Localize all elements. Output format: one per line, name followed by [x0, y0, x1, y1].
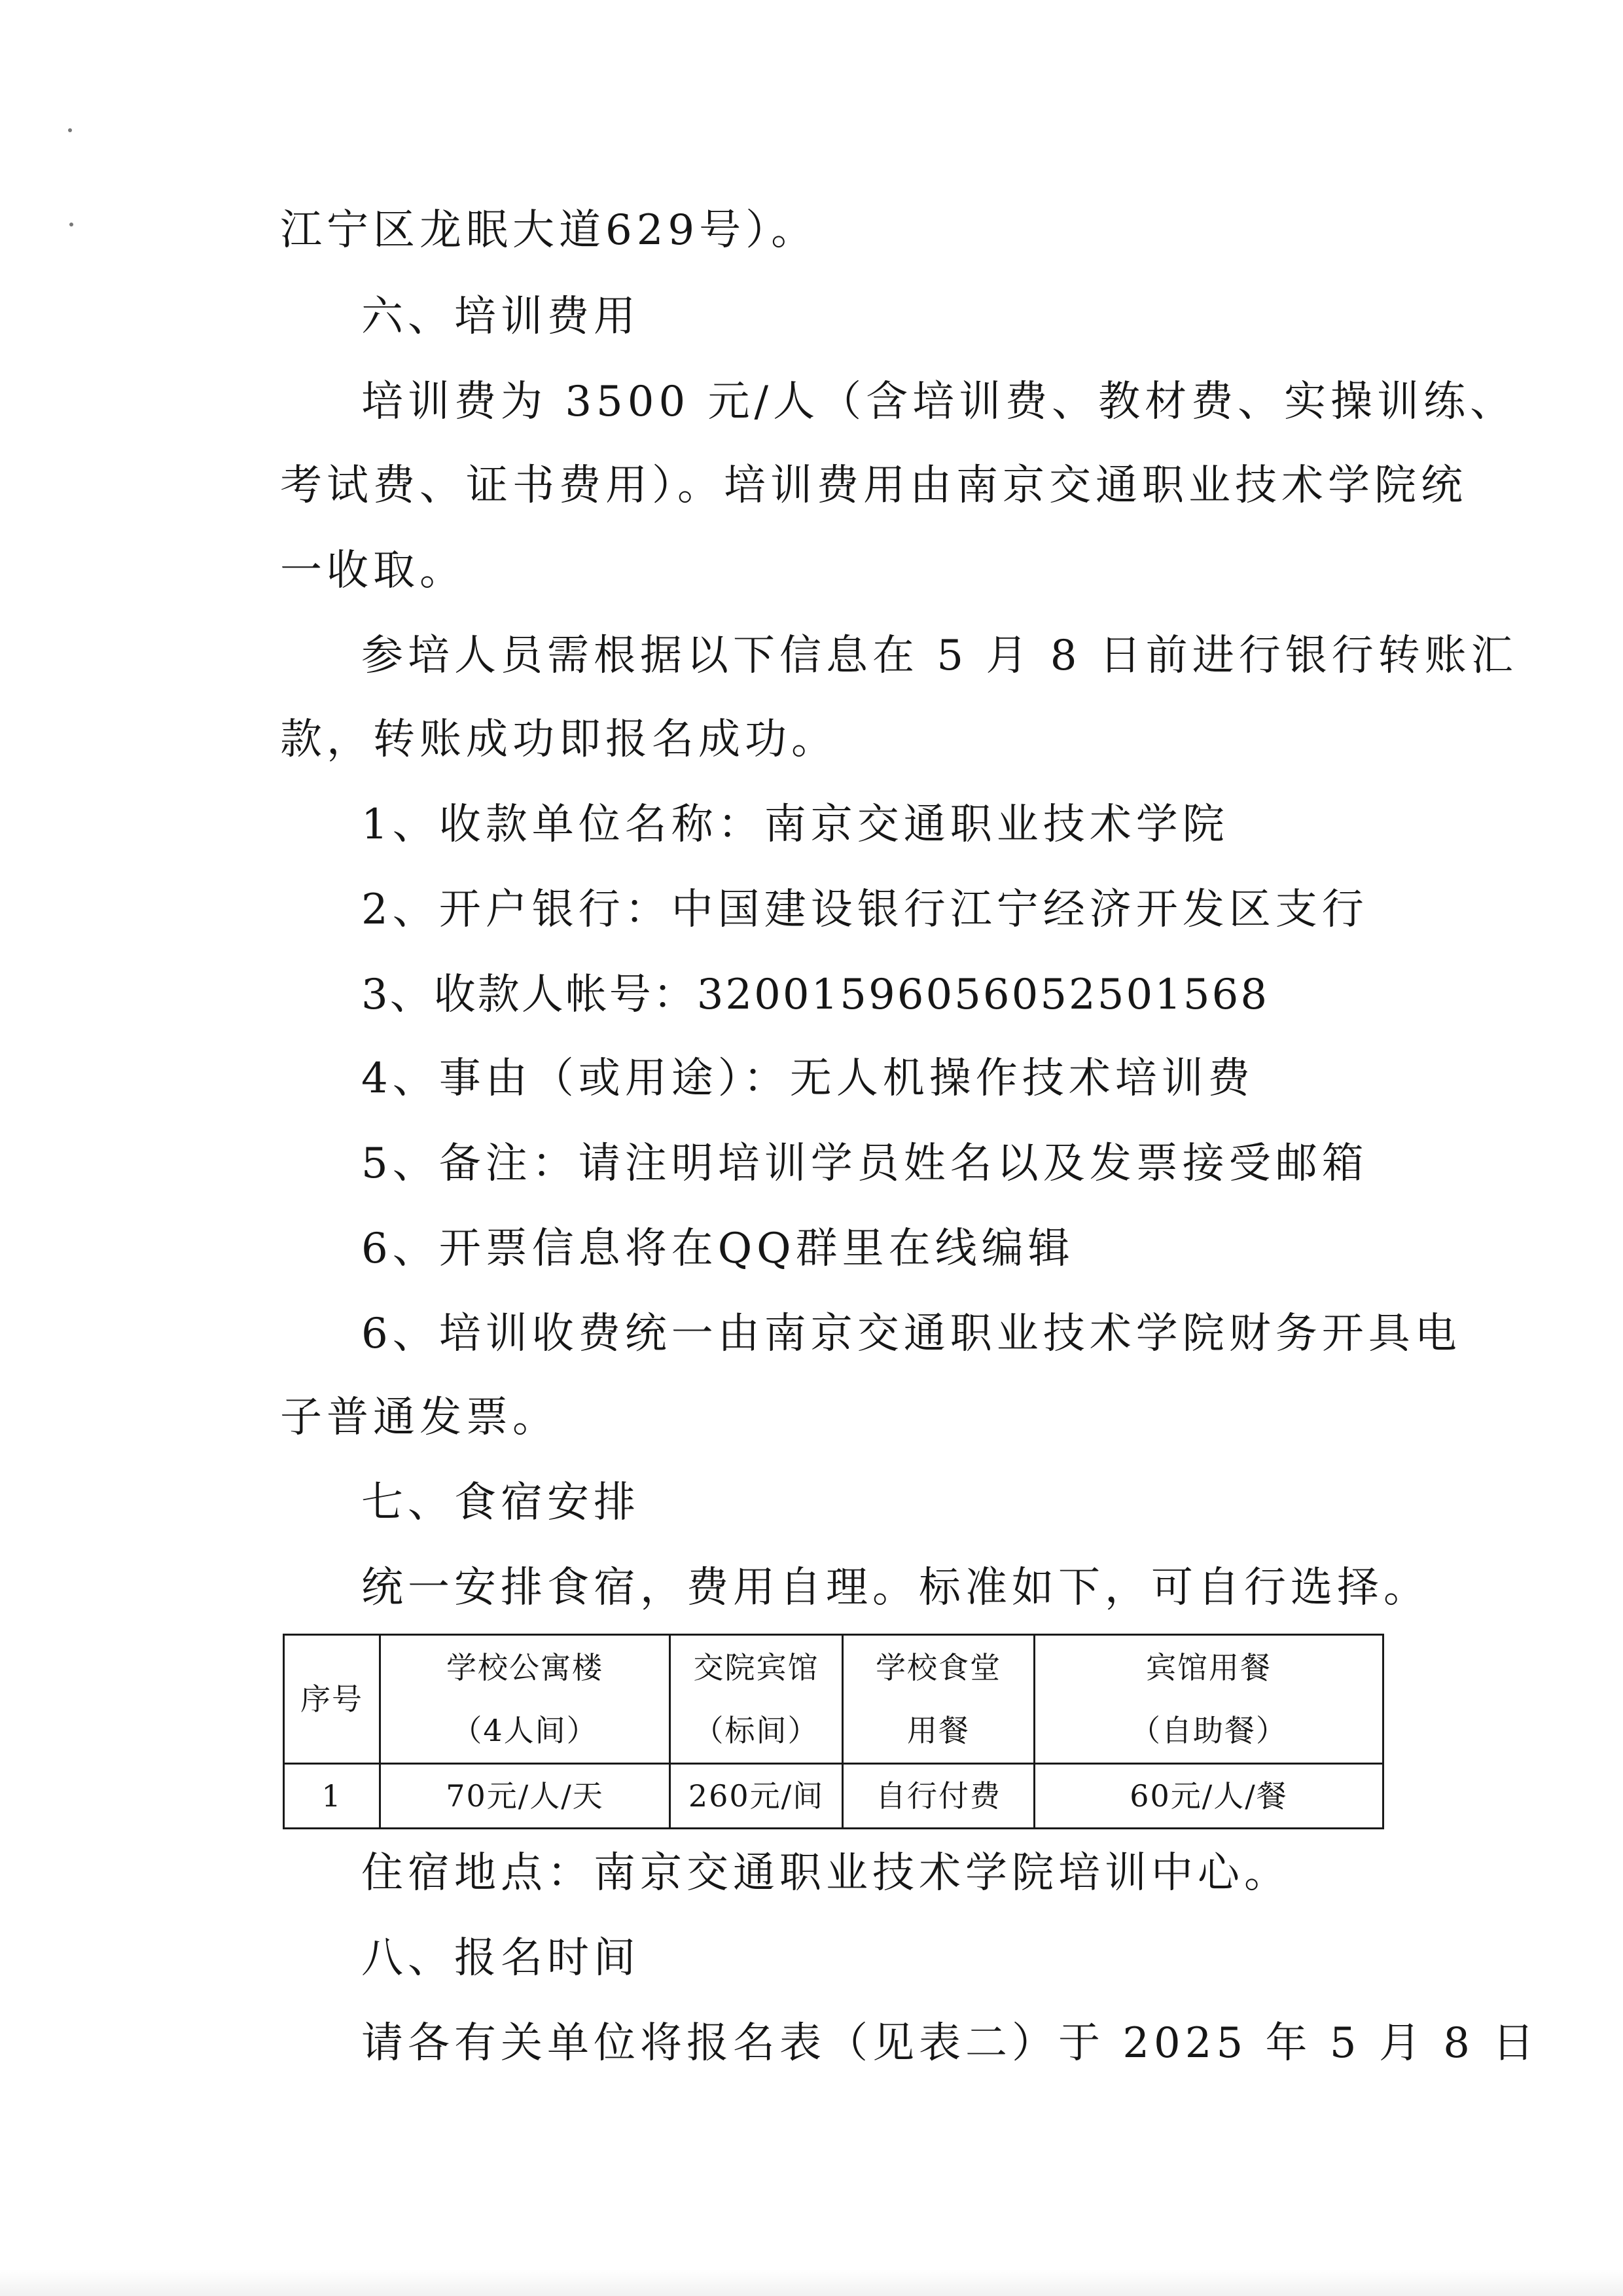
cell-canteen-price: 自行付费 — [843, 1764, 1035, 1829]
section-heading-fees: 六、培训费用 — [361, 293, 640, 341]
account-number: 3、收款人帐号：32001596056052501568 — [361, 971, 1270, 1019]
address-continuation: 江宁区龙眠大道629号）。 — [280, 206, 818, 255]
section-heading-registration: 八、报名时间 — [361, 1934, 640, 1982]
cell-dining-price: 60元/人/餐 — [1035, 1764, 1383, 1829]
scan-edge — [0, 2270, 1623, 2296]
transfer-paragraph-line-2: 款，转账成功即报名成功。 — [280, 715, 838, 764]
cell-index: 1 — [284, 1764, 380, 1829]
scan-speck — [69, 223, 73, 226]
header-hotel-room: 交院宾馆 （标间） — [670, 1635, 843, 1764]
cell-hotel-price: 260元/间 — [670, 1764, 843, 1829]
payment-purpose: 4、事由（或用途）：无人机操作技术培训费 — [361, 1054, 1255, 1103]
accommodation-table — [283, 1634, 1382, 1829]
header-hotel-dining: 宾馆用餐 （自助餐） — [1035, 1635, 1383, 1764]
invoice-info-note: 6、开票信息将在QQ群里在线编辑 — [361, 1225, 1075, 1273]
header-canteen: 学校食堂 用餐 — [843, 1635, 1035, 1764]
accommodation-location: 住宿地点：南京交通职业技术学院培训中心。 — [361, 1849, 1291, 1897]
payee-name: 1、收款单位名称：南京交通职业技术学院 — [361, 800, 1229, 849]
invoice-issuer-line-1: 6、培训收费统一由南京交通职业技术学院财务开具电 — [361, 1310, 1461, 1358]
invoice-issuer-line-2: 子普通发票。 — [280, 1393, 559, 1442]
table-row — [284, 1764, 1383, 1829]
header-dorm: 学校公寓楼 （4人间） — [380, 1635, 670, 1764]
bank-name: 2、开户银行：中国建设银行江宁经济开发区支行 — [361, 886, 1368, 934]
fee-paragraph-line-2: 考试费、证书费用）。培训费用由南京交通职业技术学院统 — [280, 461, 1467, 510]
header-index: 序号 — [284, 1635, 380, 1764]
fee-paragraph-line-3: 一收取。 — [280, 547, 466, 595]
payment-remark: 5、备注：请注明培训学员姓名以及发票接受邮箱 — [361, 1139, 1368, 1188]
table-header-row — [284, 1635, 1383, 1764]
registration-paragraph: 请各有关单位将报名表（见表二）于 2025 年 5 月 8 日 — [361, 2019, 1539, 2068]
cell-dorm-price: 70元/人/天 — [380, 1764, 670, 1829]
section-heading-accommodation: 七、食宿安排 — [361, 1479, 640, 1527]
scan-speck — [68, 128, 72, 132]
transfer-paragraph-line-1: 参培人员需根据以下信息在 5 月 8 日前进行银行转账汇 — [361, 632, 1518, 680]
fee-paragraph-line-1: 培训费为 3500 元/人（含培训费、教材费、实操训练、 — [361, 378, 1517, 426]
accommodation-intro: 统一安排食宿，费用自理。标准如下，可自行选择。 — [361, 1564, 1430, 1612]
